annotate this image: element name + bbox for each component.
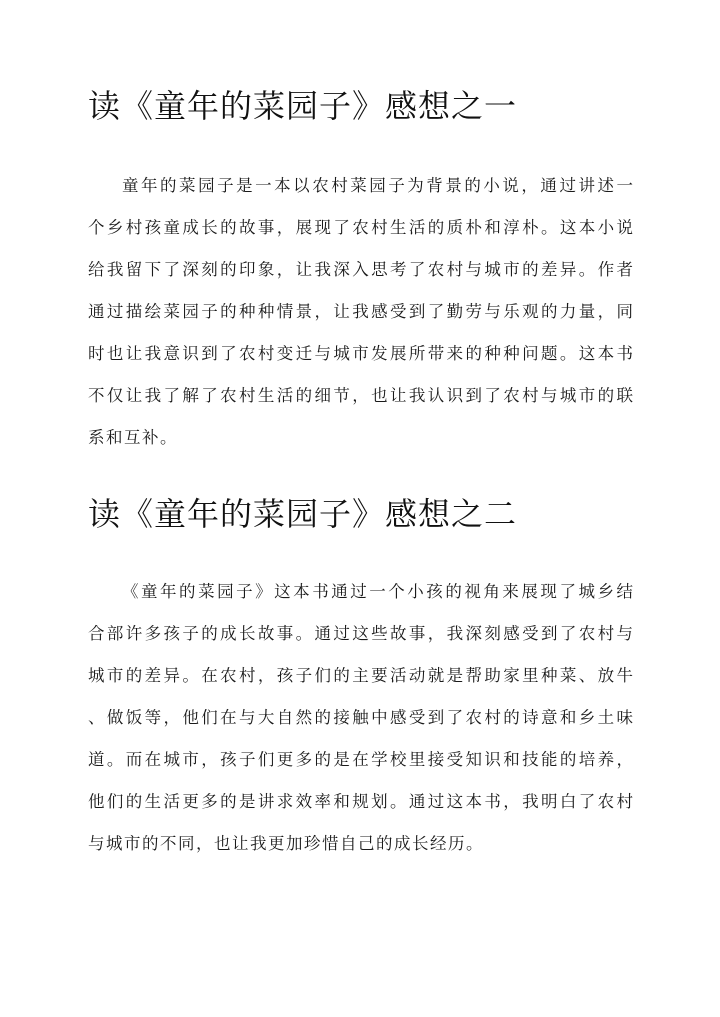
section-1-line-5: 时也让我意识到了农村变迁与城市发展所带来的种种问题。这本书	[88, 344, 633, 363]
section-1-line-4: 通过描绘菜园子的种种情景，让我感受到了勤劳与乐观的力量，同	[88, 302, 633, 321]
section-2-heading: 读《童年的菜园子》感想之二	[88, 495, 518, 533]
section-2-line-6: 他们的生活更多的是讲求效率和规划。通过这本书，我明白了农村	[88, 792, 633, 811]
section-2-line-3: 城市的差异。在农村，孩子们的主要活动就是帮助家里种菜、放牛	[88, 666, 633, 685]
section-2-line-1: 《童年的菜园子》这本书通过一个小孩的视角来展现了城乡结	[122, 582, 633, 601]
section-2-line-2: 合部许多孩子的成长故事。通过这些故事，我深刻感受到了农村与	[88, 624, 633, 643]
section-1-line-2: 个乡村孩童成长的故事，展现了农村生活的质朴和淳朴。这本小说	[88, 218, 633, 237]
section-2-line-7: 与城市的不同，也让我更加珍惜自己的成长经历。	[88, 834, 484, 853]
section-1-line-1: 童年的菜园子是一本以农村菜园子为背景的小说，通过讲述一	[122, 176, 633, 195]
section-1-line-7: 系和互补。	[88, 428, 178, 447]
section-1-line-3: 给我留下了深刻的印象，让我深入思考了农村与城市的差异。作者	[88, 260, 633, 279]
section-1-heading: 读《童年的菜园子》感想之一	[88, 87, 518, 125]
section-2-line-5: 道。而在城市，孩子们更多的是在学校里接受知识和技能的培养，	[88, 750, 633, 769]
section-1-line-6: 不仅让我了解了农村生活的细节，也让我认识到了农村与城市的联	[88, 386, 633, 405]
section-2-line-4: 、做饭等，他们在与大自然的接触中感受到了农村的诗意和乡土味	[88, 708, 633, 727]
